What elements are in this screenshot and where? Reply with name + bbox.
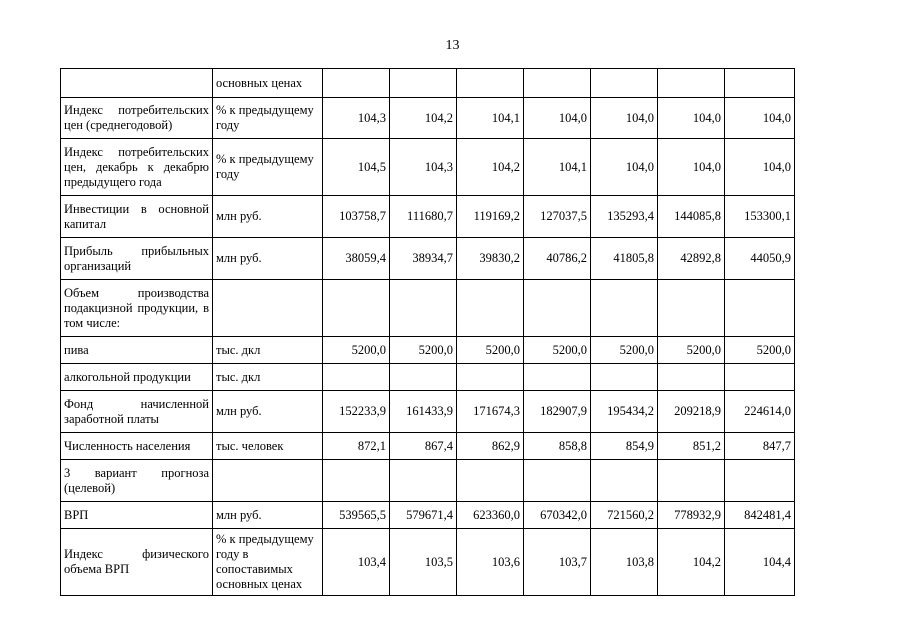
value-cell: 135293,4	[591, 196, 658, 238]
value-cell	[591, 364, 658, 391]
value-cell	[725, 280, 795, 337]
value-cell	[591, 460, 658, 502]
value-cell: 104,2	[390, 98, 457, 139]
table-row	[61, 69, 795, 98]
value-cell	[725, 69, 795, 98]
value-cell: 872,1	[323, 433, 390, 460]
value-cell: 5200,0	[390, 337, 457, 364]
value-cell: 539565,5	[323, 502, 390, 529]
unit-cell: млн руб.	[213, 238, 323, 280]
value-cell: 104,4	[725, 529, 795, 596]
value-cell	[323, 364, 390, 391]
table-row	[61, 139, 795, 196]
table-row	[61, 98, 795, 139]
value-cell	[323, 280, 390, 337]
value-cell: 104,1	[457, 98, 524, 139]
value-cell: 5200,0	[658, 337, 725, 364]
value-cell	[591, 69, 658, 98]
value-cell	[524, 460, 591, 502]
indicator-label: 3 вариант прогноза (целевой)	[61, 460, 213, 502]
value-cell	[457, 460, 524, 502]
indicator-label: Инвестиции в основной капитал	[61, 196, 213, 238]
page-number: 13	[445, 38, 460, 53]
value-cell	[658, 364, 725, 391]
unit-cell: тыс. дкл	[213, 337, 323, 364]
table-row	[61, 529, 795, 596]
value-cell: 5200,0	[591, 337, 658, 364]
value-cell: 851,2	[658, 433, 725, 460]
value-cell: 103,4	[323, 529, 390, 596]
indicator-label: Объем производства подакцизной продукции, в том числе:	[61, 280, 213, 337]
indicator-label: Индекс потребительских цен (среднегодовой)	[61, 98, 213, 139]
value-cell: 171674,3	[457, 391, 524, 433]
value-cell	[323, 69, 390, 98]
unit-cell: % к предыдущему году	[213, 98, 323, 139]
value-cell: 5200,0	[524, 337, 591, 364]
value-cell: 579671,4	[390, 502, 457, 529]
table-row	[61, 280, 795, 337]
value-cell: 867,4	[390, 433, 457, 460]
value-cell: 127037,5	[524, 196, 591, 238]
value-cell: 721560,2	[591, 502, 658, 529]
value-cell: 623360,0	[457, 502, 524, 529]
unit-cell	[213, 460, 323, 502]
value-cell	[457, 364, 524, 391]
value-cell: 161433,9	[390, 391, 457, 433]
value-cell: 44050,9	[725, 238, 795, 280]
value-cell: 38934,7	[390, 238, 457, 280]
value-cell: 38059,4	[323, 238, 390, 280]
value-cell: 104,3	[390, 139, 457, 196]
value-cell: 144085,8	[658, 196, 725, 238]
table-row	[61, 433, 795, 460]
value-cell: 5200,0	[457, 337, 524, 364]
value-cell	[390, 280, 457, 337]
value-cell: 195434,2	[591, 391, 658, 433]
value-cell: 104,0	[725, 139, 795, 196]
value-cell: 842481,4	[725, 502, 795, 529]
value-cell: 5200,0	[323, 337, 390, 364]
unit-cell: млн руб.	[213, 502, 323, 529]
value-cell: 104,3	[323, 98, 390, 139]
value-cell: 103,8	[591, 529, 658, 596]
indicator-label: Индекс потребительских цен, декабрь к декабрю предыдущего года	[61, 139, 213, 196]
value-cell: 104,1	[524, 139, 591, 196]
unit-cell: % к предыдущему году в сопоставимых основных ценах	[213, 529, 323, 596]
value-cell: 854,9	[591, 433, 658, 460]
indicator-label: Фонд начисленной заработной платы	[61, 391, 213, 433]
value-cell: 104,0	[591, 139, 658, 196]
unit-cell: % к предыдущему году	[213, 139, 323, 196]
indicator-label: Индекс физического объема ВРП	[61, 529, 213, 596]
table-row	[61, 196, 795, 238]
value-cell: 847,7	[725, 433, 795, 460]
unit-cell: тыс. человек	[213, 433, 323, 460]
forecast-table	[60, 68, 795, 596]
indicator-label: Прибыль прибыльных организаций	[61, 238, 213, 280]
value-cell	[658, 69, 725, 98]
value-cell: 862,9	[457, 433, 524, 460]
value-cell	[457, 280, 524, 337]
value-cell	[725, 460, 795, 502]
table-row	[61, 238, 795, 280]
value-cell: 778932,9	[658, 502, 725, 529]
indicator-label: ВРП	[61, 502, 213, 529]
value-cell: 111680,7	[390, 196, 457, 238]
value-cell: 104,2	[658, 529, 725, 596]
value-cell: 104,2	[457, 139, 524, 196]
value-cell	[323, 460, 390, 502]
value-cell	[390, 364, 457, 391]
value-cell: 182907,9	[524, 391, 591, 433]
unit-cell: млн руб.	[213, 391, 323, 433]
indicator-label: пива	[61, 337, 213, 364]
value-cell: 39830,2	[457, 238, 524, 280]
value-cell: 42892,8	[658, 238, 725, 280]
value-cell	[524, 69, 591, 98]
table-row	[61, 391, 795, 433]
unit-cell: млн руб.	[213, 196, 323, 238]
value-cell: 103,5	[390, 529, 457, 596]
value-cell	[725, 364, 795, 391]
indicator-label	[61, 69, 213, 98]
value-cell: 40786,2	[524, 238, 591, 280]
value-cell: 670342,0	[524, 502, 591, 529]
value-cell: 858,8	[524, 433, 591, 460]
value-cell: 152233,9	[323, 391, 390, 433]
table-row	[61, 460, 795, 502]
value-cell: 104,5	[323, 139, 390, 196]
value-cell: 104,0	[658, 139, 725, 196]
value-cell: 41805,8	[591, 238, 658, 280]
value-cell: 104,0	[658, 98, 725, 139]
value-cell: 104,0	[725, 98, 795, 139]
value-cell	[591, 280, 658, 337]
table-row	[61, 364, 795, 391]
value-cell: 103,6	[457, 529, 524, 596]
indicator-label: алкогольной продукции	[61, 364, 213, 391]
value-cell: 103,7	[524, 529, 591, 596]
value-cell	[457, 69, 524, 98]
value-cell: 104,0	[591, 98, 658, 139]
value-cell	[390, 460, 457, 502]
value-cell	[524, 364, 591, 391]
value-cell: 104,0	[524, 98, 591, 139]
indicator-label: Численность населения	[61, 433, 213, 460]
value-cell: 119169,2	[457, 196, 524, 238]
value-cell: 103758,7	[323, 196, 390, 238]
value-cell	[658, 460, 725, 502]
value-cell: 224614,0	[725, 391, 795, 433]
value-cell	[524, 280, 591, 337]
value-cell	[658, 280, 725, 337]
unit-cell	[213, 280, 323, 337]
value-cell: 209218,9	[658, 391, 725, 433]
unit-cell: тыс. дкл	[213, 364, 323, 391]
table-row	[61, 337, 795, 364]
value-cell: 153300,1	[725, 196, 795, 238]
unit-cell: основных ценах	[213, 69, 323, 98]
value-cell: 5200,0	[725, 337, 795, 364]
table-row	[61, 502, 795, 529]
value-cell	[390, 69, 457, 98]
